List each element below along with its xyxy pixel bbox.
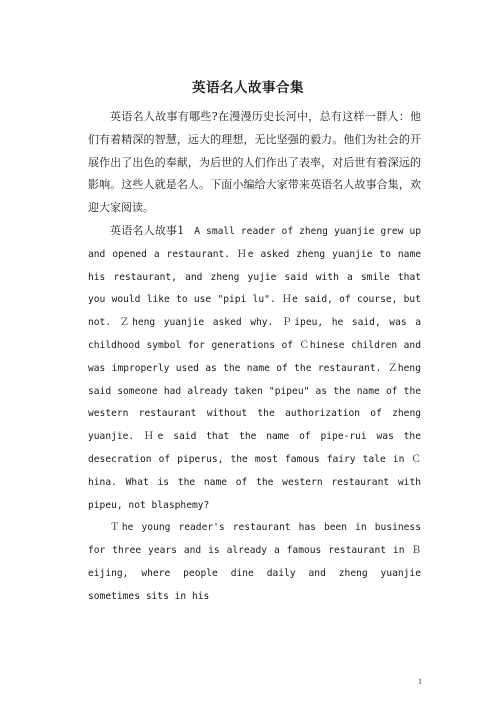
story1-text: A small reader of zheng yuanjie grew up and opened a restaurant. Ｈe asked zheng yuanjie to name his restaurant, and zheng yujie said with a smile that you would like to use "pipi lu". Ｈe said, of course, but not. Ｚheng yuanjie asked why. Ｐipeu, he said, was a childhood symbol for generations of Ｃhinese children and was improperly used as the name of the restaurant. Ｚheng said someone had already taken "pipeu" as the name of the western restaurant without the authorization of zheng yuanjie. Ｈe said that the name of pipe-rui was the desecration of piperus, the most famous fairy tale in Ｃhina. What is the name of the western restaurant with pipeu, not blasphemy? — [88, 225, 422, 511]
story1-paragraph — [88, 220, 421, 517]
document-body — [88, 106, 421, 609]
story1-continuation-paragraph: Ｔhe young reader's restaurant has been in business for three years and is already a famous restaurant in Ｂeijing, where people dine daily and zheng yuanjie sometimes sits in his — [88, 522, 421, 602]
document-title: 英语名人故事合集 — [192, 80, 304, 96]
story1-label: 英语名人故事1 — [110, 223, 185, 237]
page-number: 1 — [418, 677, 422, 686]
intro-paragraph: 英语名人故事有哪些?在漫漫历史长河中，总有这样一群人：他们有着精深的智慧，远大的理想，无比坚强的毅力。他们为社会的开展作出了出色的奉献，为后世的人们作出了表率，对后世有着深远的影响。这些人就是名人。下面小编给大家带来英语名人故事合集，欢迎大家阅读。 — [88, 110, 421, 215]
